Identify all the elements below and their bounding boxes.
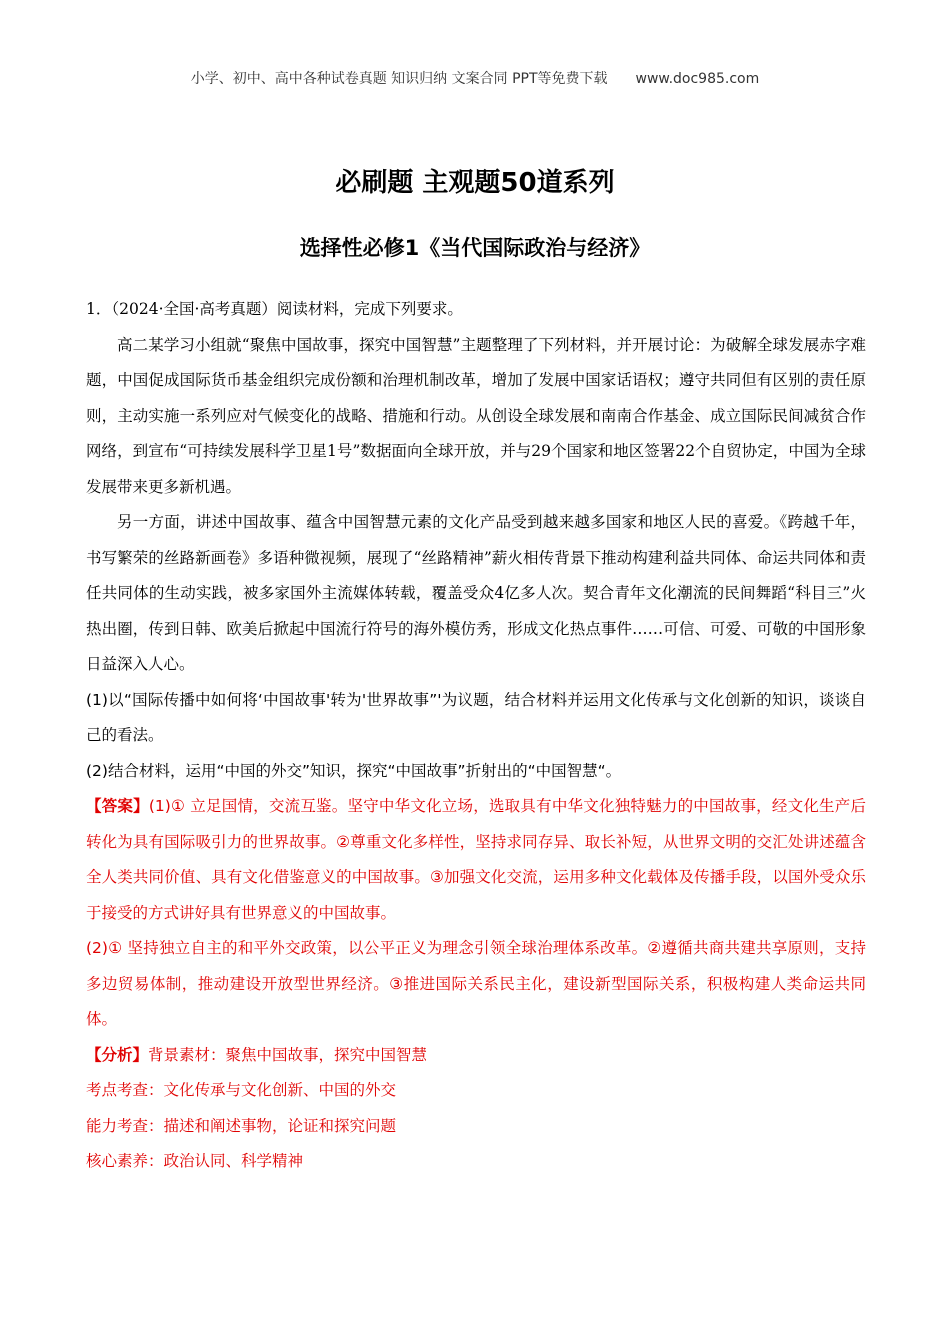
page-subtitle: 选择性必修1《当代国际政治与经济》 [299,236,651,260]
material-paragraph-2: 另一方面，讲述中国故事、蕴含中国智慧元素的文化产品受到越来越多国家和地区人民的喜爱。《跨越千年，书写繁荣的丝路新画卷》多语种微视频，展现了“丝路精神”薪火相传背景下推动构建利益共同体、命运共同体和责任共同体的生动实践，被多家国外主流媒体转载，覆盖受众4亿多人次。契合青年文化潮流的民间舞蹈“科目三”火热出圈，传到日韩、欧美后掀起中国流行符号的海外模仿秀，形成文化热点事件……可信、可爱、可敬的中国形象日益深入人心。 [86,513,866,673]
header-url[interactable]: www.doc985.com [635,71,760,87]
question-source: （2024·全国·高考真题）阅读材料，完成下列要求。 [111,300,463,318]
answer-label: 【答案】 [86,797,149,815]
page-title: 必刷题 主观题50道系列 [335,168,615,198]
analysis-literacy: 核心素养：政治认同、科学精神 [86,1152,304,1170]
question-part-1: (1)以“国际传播中如何将‘中国故事'转为'世界故事”'为议题，结合材料并运用文化传承与文化创新的知识，谈谈自己的看法。 [86,690,866,744]
question-number: 1． [86,300,112,318]
question-header [86,292,866,328]
analysis-ability: 能力考查：描述和阐述事物，论证和探究问题 [86,1116,397,1135]
analysis-label: 【分析】 [86,1045,149,1064]
analysis-background-text: 背景素材：聚焦中国故事，探究中国智慧 [148,1045,428,1064]
answer-part-2: (2)① 坚持独立自主的和平外交政策，以公平正义为理念引领全球治理体系改革。②遵循共商共建共享原则，支持多边贸易体制，推动建设开放型世界经济。③推进国际关系民主化，建设新型国际关系，积极构建人类命运共同体。 [86,939,866,1028]
answer-part-1 [86,789,866,931]
page-header [0,68,950,88]
analysis-background [86,1038,866,1074]
question-part-2: (2)结合材料，运用“中国的外交”知识，探究“中国故事”折射出的“中国智慧“。 [86,761,622,780]
header-text: 小学、初中、高中各种试卷真题 知识归纳 文案合同 PPT等免费下载 [190,71,608,87]
analysis-points: 考点考查：文化传承与文化创新、中国的外交 [86,1081,397,1099]
material-paragraph-1: 高二某学习小组就“聚焦中国故事，探究中国智慧”主题整理了下列材料，并开展讨论：为破解全球发展赤字难题，中国促成国际货币基金组织完成份额和治理机制改革，增加了发展中国家话语权；遵守共同但有区别的责任原则，主动实施一系列应对气候变化的战略、措施和行动。从创设全球发展和南南合作基金、成立国际民间减贫合作网络，到宣布“可持续发展科学卫星1号”数据面向全球开放，并与29个国家和地区签署22个自贸协定，中国为全球发展带来更多新机遇。 [86,335,866,496]
answer-part-1-text: (1)① 立足国情，交流互鉴。坚守中华文化立场，选取具有中华文化独特魅力的中国故事，经文化生产后转化为具有国际吸引力的世界故事。②尊重文化多样性，坚持求同存异、取长补短，从世界文明的交汇处讲述蕴含全人类共同价值、具有文化借鉴意义的中国故事。③加强文化交流，运用多种文化载体及传播手段，以国外受众乐于接受的方式讲好具有世界意义的中国故事。 [86,797,866,922]
document-body [86,292,866,1180]
